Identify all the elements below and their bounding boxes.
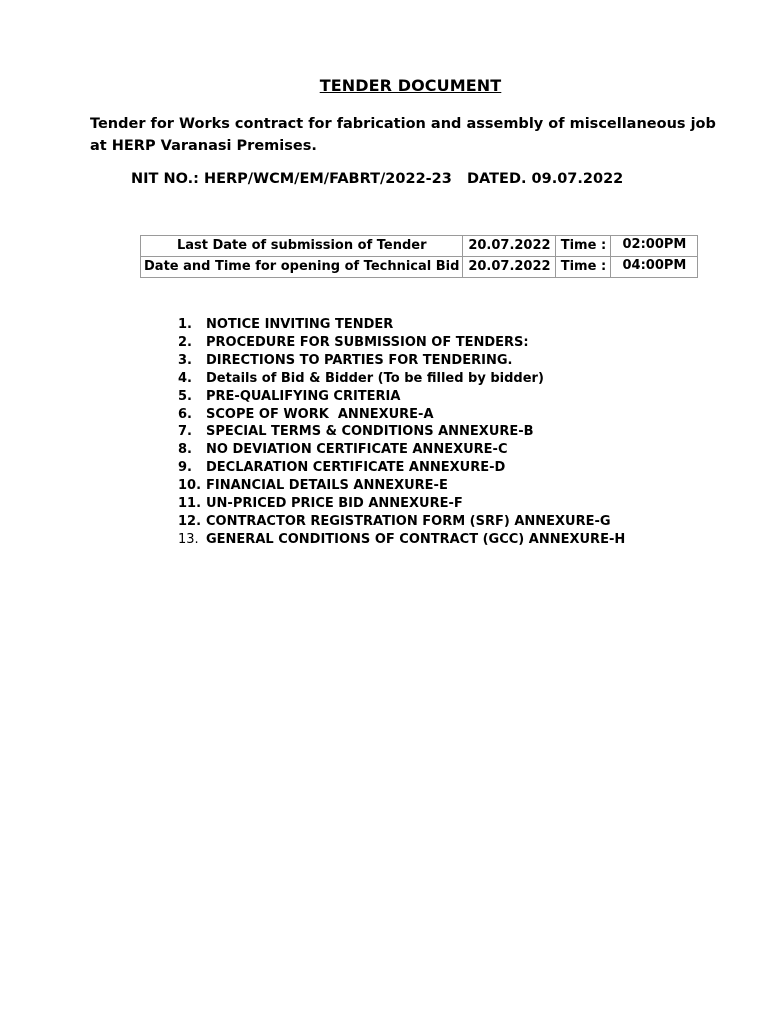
contents-list [178,316,625,549]
list-item-text: SCOPE OF WORK ANNEXURE-A [206,406,434,422]
list-item-text: PROCEDURE FOR SUBMISSION OF TENDERS: [206,334,529,350]
list-item-number: 9. [178,460,192,476]
schedule-label: Date and Time for opening of Technical Bid [141,257,463,278]
list-item [178,513,625,531]
schedule-time-label: Time : [556,257,611,278]
list-item-number: 8. [178,442,192,458]
list-item-text: CONTRACTOR REGISTRATION FORM (SRF) ANNEXURE-G [206,513,611,529]
list-item [178,406,625,424]
list-item-text: NO DEVIATION CERTIFICATE ANNEXURE-C [206,442,508,458]
schedule-label: Last Date of submission of Tender [141,236,463,257]
nit-line [131,171,623,187]
schedule-time: 02:00PM [611,236,698,257]
schedule-time: 04:00PM [611,257,698,278]
list-item [178,531,625,549]
schedule-time-label: Time : [556,236,611,257]
list-item-number: 5. [178,388,192,404]
list-item [178,459,625,477]
schedule-date: 20.07.2022 [463,257,556,278]
schedule-row-submission [141,236,698,257]
list-item-text: SPECIAL TERMS & CONDITIONS ANNEXURE-B [206,424,534,440]
list-item-number: 1. [178,317,192,332]
list-item [178,495,625,513]
list-item-number: 2. [178,334,192,350]
list-item [178,370,625,388]
list-item-number: 11. [178,496,202,512]
list-item-text: UN-PRICED PRICE BID ANNEXURE-F [206,496,463,512]
list-item-text: NOTICE INVITING TENDER [206,317,394,332]
list-item [178,477,625,495]
document-title: TENDER DOCUMENT [319,76,502,95]
list-item [178,423,625,441]
list-item [178,388,625,406]
list-item-number: 7. [178,424,192,440]
list-item-number: 13. [178,531,199,547]
tender-subject: Tender for Works contract for fabrication and assembly of miscellaneous job at HERP Varanasi Premises. [90,116,716,154]
list-item [178,316,625,334]
list-item-text: FINANCIAL DETAILS ANNEXURE-E [206,478,448,494]
list-item-number: 10. [178,478,202,494]
list-item-text: Details of Bid & Bidder (To be filled by bidder) [206,370,544,386]
list-item-number: 6. [178,406,192,422]
schedule-date: 20.07.2022 [463,236,556,257]
list-item-number: 3. [178,352,192,368]
list-item-number: 4. [178,370,192,386]
list-item-text: GENERAL CONDITIONS OF CONTRACT (GCC) ANNEXURE-H [206,531,626,547]
schedule-row-opening [141,257,698,278]
list-item-text: DECLARATION CERTIFICATE ANNEXURE-D [206,460,506,476]
nit-number: NIT NO.: HERP/WCM/EM/FABRT/2022-23 [131,171,452,187]
list-item [178,352,625,370]
list-item-number: 12. [178,513,202,529]
list-item [178,334,625,352]
list-item-text: DIRECTIONS TO PARTIES FOR TENDERING. [206,352,513,368]
nit-date: DATED. 09.07.2022 [467,171,624,187]
schedule-table [140,235,698,278]
list-item-text: PRE-QUALIFYING CRITERIA [206,388,401,404]
list-item [178,441,625,459]
